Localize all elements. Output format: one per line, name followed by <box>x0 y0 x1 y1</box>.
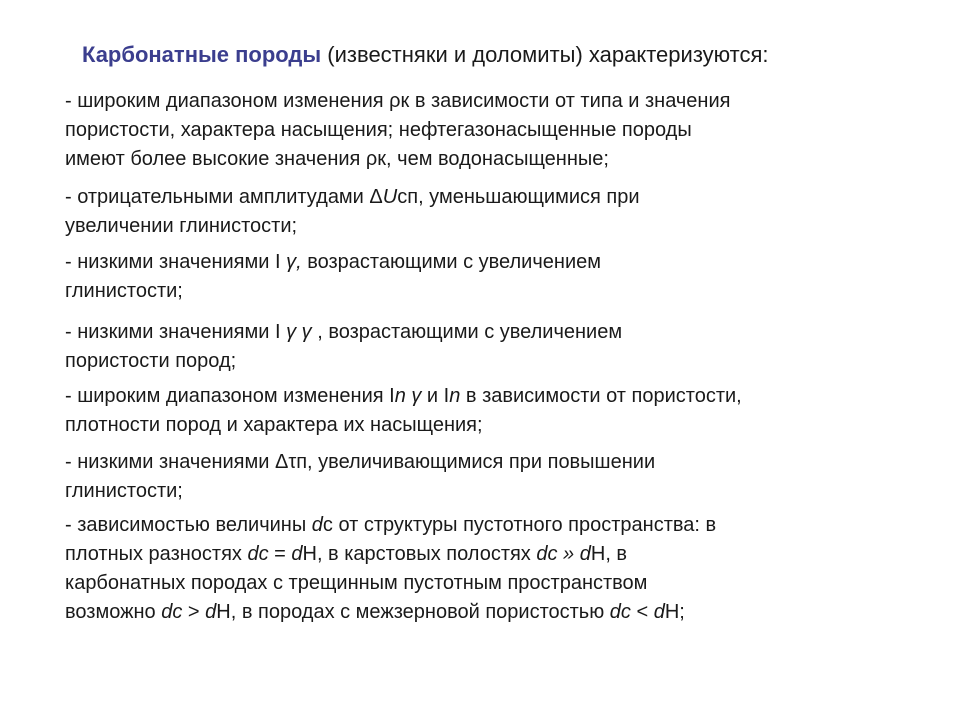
text-run: глинистости; <box>65 480 183 502</box>
text-run: d <box>653 601 665 623</box>
item-line <box>65 212 915 241</box>
title-accent: Карбонатные породы <box>82 42 322 67</box>
text-run: возрастающими с увеличением <box>301 251 601 273</box>
text-run: Н, в карстовых полостях <box>302 543 537 565</box>
text-run: - широким диапазоном изменения I <box>65 385 395 407</box>
item-line <box>65 382 915 411</box>
item-line <box>65 569 915 598</box>
text-run: dc <box>161 601 183 623</box>
text-run: dc <box>609 601 631 623</box>
text-run: d <box>311 514 323 536</box>
list-item <box>65 318 915 376</box>
text-run: плотности пород и характера их насыщения; <box>65 414 483 436</box>
item-line <box>65 318 915 347</box>
text-run: возможно <box>65 601 162 623</box>
text-run: - зависимостью величины <box>65 514 312 536</box>
item-line <box>65 598 915 627</box>
list-item <box>65 382 915 440</box>
text-run: карбонатных породах с трещинным пустотным пространством <box>65 572 648 594</box>
text-run: , возрастающими с увеличением <box>311 321 623 343</box>
text-run: глинистости; <box>65 280 183 302</box>
item-line <box>65 511 915 540</box>
text-run: d <box>291 543 303 565</box>
text-run: пористости, характера насыщения; нефтегазонасыщенные породы <box>65 119 692 141</box>
text-run: увеличении глинистости; <box>65 215 298 237</box>
text-run: - низкими значениями I <box>65 321 287 343</box>
text-run: Н, в породах с межзерновой пористостью <box>216 601 610 623</box>
item-line <box>65 347 915 376</box>
text-run: n <box>449 385 461 407</box>
text-run: - широким диапазоном изменения ρк в зависимости от типа и значения <box>65 90 731 112</box>
text-run: плотных разностях <box>65 543 248 565</box>
item-line <box>65 145 915 174</box>
text-run: с от структуры пустотного пространства: в <box>322 514 717 536</box>
list-item <box>65 87 915 174</box>
text-run: dc <box>247 543 269 565</box>
item-line <box>65 183 915 212</box>
text-run: - низкими значениями Δτп, увеличивающимися при повышении <box>65 451 656 473</box>
text-run: пористости пород; <box>65 350 237 372</box>
list-item <box>65 248 915 306</box>
text-run: = <box>268 543 292 565</box>
text-run: dc » <box>536 543 575 565</box>
text-run: U <box>382 186 398 208</box>
item-line <box>65 411 915 440</box>
item-line <box>65 477 915 506</box>
text-run: < <box>630 601 654 623</box>
text-run: n γ <box>394 385 422 407</box>
text-run: - отрицательными амплитудами Δ <box>65 186 383 208</box>
text-run: в зависимости от пористости, <box>460 385 742 407</box>
slide-title <box>82 41 942 69</box>
text-run: > <box>182 601 206 623</box>
item-line <box>65 277 915 306</box>
text-run: Н; <box>664 601 685 623</box>
text-run: - низкими значениями I <box>65 251 287 273</box>
list-item <box>65 183 915 241</box>
item-line <box>65 540 915 569</box>
item-line <box>65 448 915 477</box>
text-run: Н, в <box>590 543 628 565</box>
text-run: и I <box>421 385 450 407</box>
text-run: сп, уменьшающимися при <box>397 186 640 208</box>
text-run: d <box>205 601 217 623</box>
text-run: имеют более высокие значения ρк, чем водонасыщенные; <box>65 148 609 170</box>
text-run: γ, <box>286 251 302 273</box>
text-run: γ γ <box>286 321 312 343</box>
list-item <box>65 448 915 506</box>
list-item <box>65 511 915 627</box>
item-line <box>65 248 915 277</box>
text-run: d <box>579 543 591 565</box>
title-rest: (известняки и доломиты) характеризуются: <box>321 42 769 67</box>
item-line <box>65 116 915 145</box>
item-line <box>65 87 915 116</box>
